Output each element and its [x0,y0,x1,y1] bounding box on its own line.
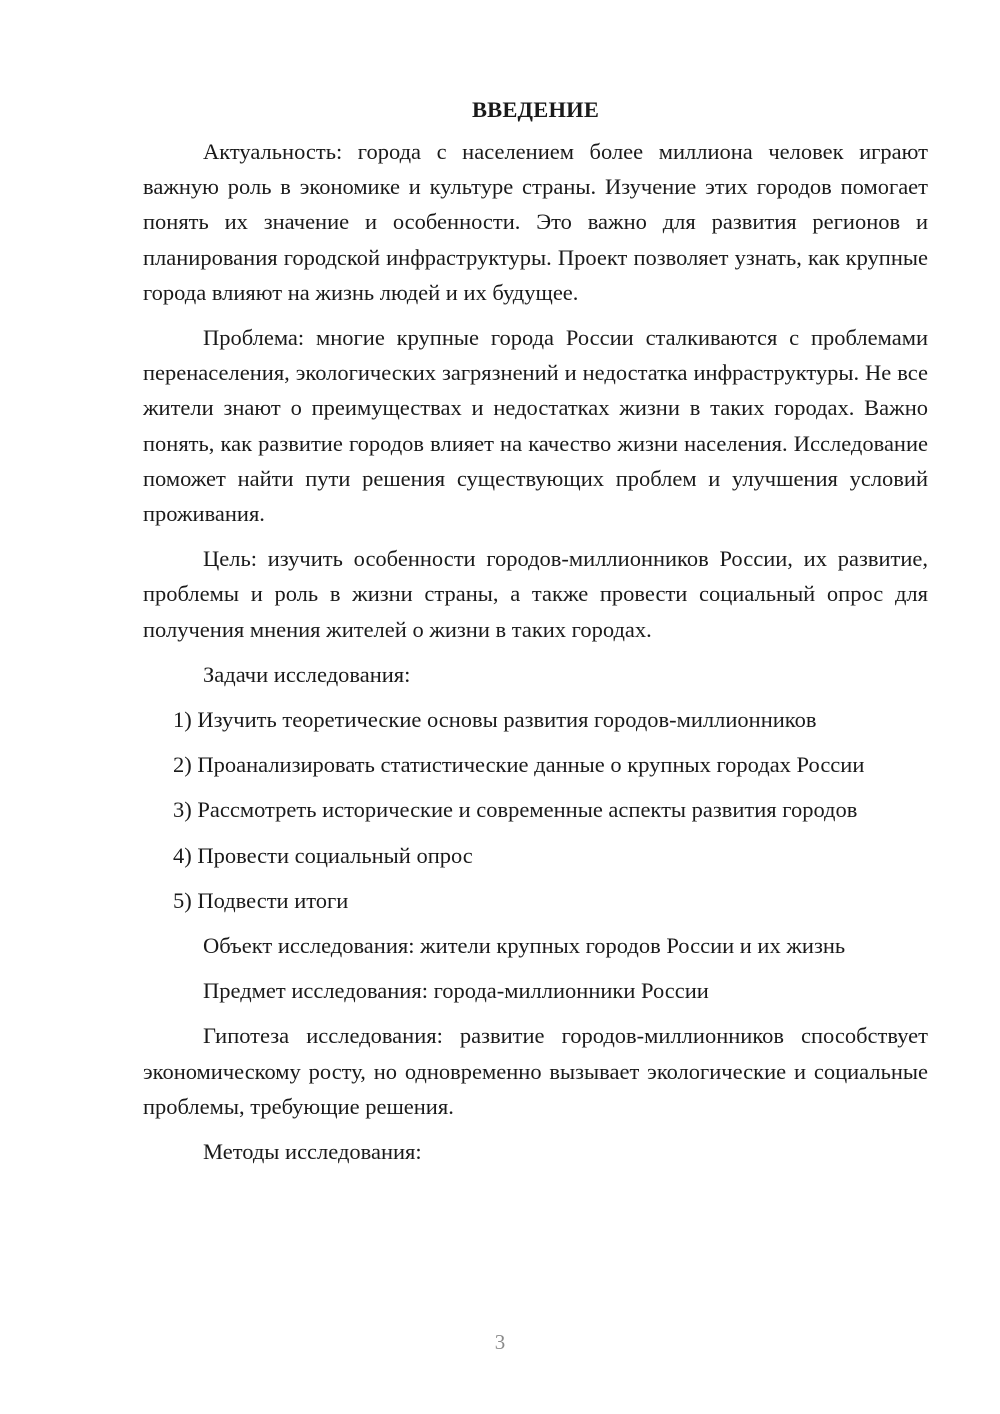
subject-paragraph: Предмет исследования: города-миллионники России [203,978,709,1004]
page-body [143,92,928,1179]
section-title: ВВЕДЕНИЕ [471,97,600,122]
hypothesis-paragraph: Гипотеза исследования: развитие городов-миллионников способствует экономическому росту, но одновременно вызывает экологические и социальные проблемы, требующие решения. [143,1023,928,1119]
task-item: 5) Подвести итоги [173,887,349,913]
object-paragraph: Объект исследования: жители крупных городов России и их жизнь [203,933,846,959]
task-item: 3) Рассмотреть исторические и современные аспекты развития городов [173,797,858,823]
methods-heading: Методы исследования: [203,1139,422,1165]
page-number: 3 [494,1330,506,1354]
task-item: 2) Проанализировать статистические данные о крупных городах России [173,752,865,778]
tasks-heading: Задачи исследования: [203,661,411,687]
task-item: 1) Изучить теоретические основы развития городов-миллионников [173,707,817,733]
relevance-paragraph: Актуальность: города с населением более миллиона человек играют важную роль в экономике и культуре страны. Изучение этих городов помогает понять их значение и особенности. Это важно для развития регионов и планирования городской инфраструктуры. Проект позволяет узнать, как крупные города влияют на жизнь людей и их будущее. [143,139,928,305]
problem-paragraph: Проблема: многие крупные города России сталкиваются с проблемами перенаселения, экологических загрязнений и недостатка инфраструктуры. Не все жители знают о преимуществах и недостатках жизни в таких городах. Важно понять, как развитие городов влияет на качество жизни населения. Исследование поможет найти пути решения существующих проблем и улучшения условий проживания. [143,325,928,527]
goal-paragraph: Цель: изучить особенности городов-миллионников России, их развитие, проблемы и роль в жизни страны, а также провести социальный опрос для получения мнения жителей о жизни в таких городах. [143,546,928,642]
task-item: 4) Провести социальный опрос [173,842,473,868]
